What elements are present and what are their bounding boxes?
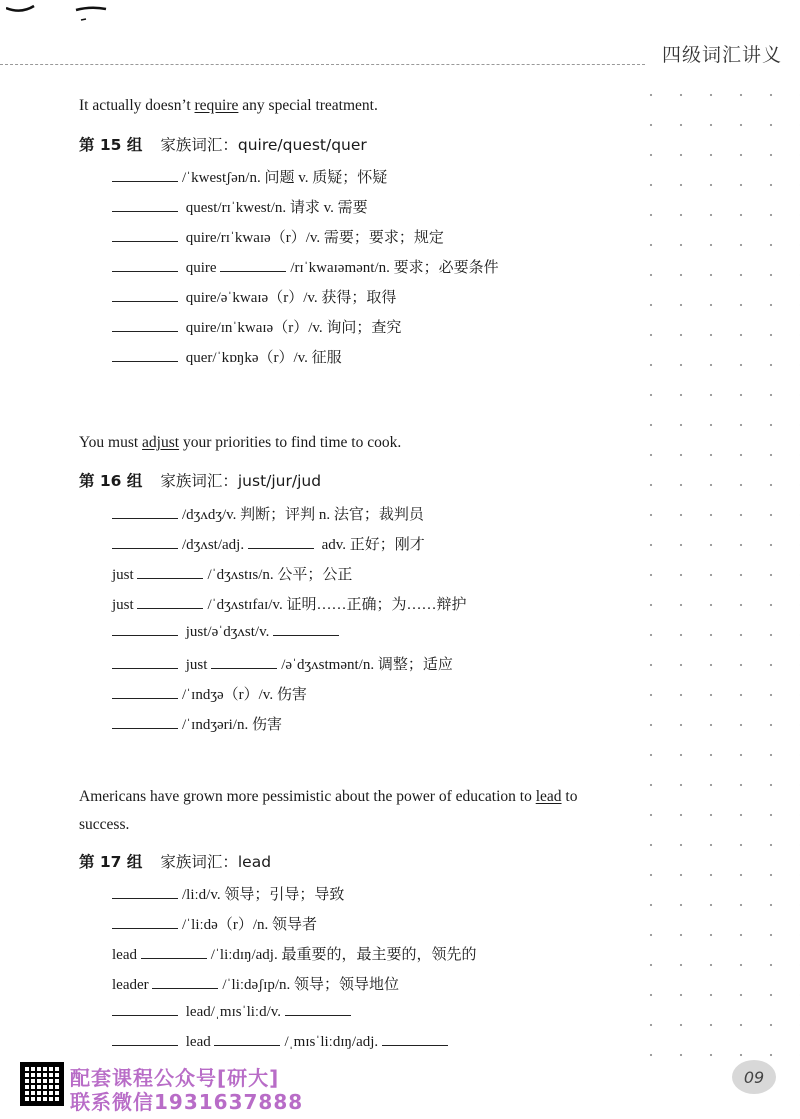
family-words: 家族词汇：quire/quest/quer	[160, 136, 367, 154]
vocab-entry: leader /ˈliːdəʃɪp/n. 领导；领导地位	[112, 977, 400, 993]
promo-watermark: 配套课程公众号[研大]	[70, 1066, 280, 1090]
key-word: lead	[535, 788, 562, 805]
answer-blank	[112, 506, 178, 519]
example-sentence: Americans have grown more pessimistic about the power of education to lead to success.	[79, 788, 578, 833]
answer-blank	[112, 716, 178, 729]
promo-watermark: 联系微信1931637888	[70, 1090, 304, 1114]
answer-blank	[112, 199, 178, 212]
answer-blank	[382, 1033, 448, 1046]
vocab-entry: /ˈliːdə（r）/n. 领导者	[112, 913, 317, 934]
answer-blank	[112, 1003, 178, 1016]
answer-blank	[137, 566, 203, 579]
group-label: 第 16 组	[79, 472, 143, 490]
answer-blank	[112, 623, 178, 636]
answer-blank	[112, 349, 178, 362]
answer-blank	[211, 656, 277, 669]
vocab-entry: just /ˈdʒʌstɪfaɪ/v. 证明……正确；为……辩护	[112, 597, 467, 613]
vocab-entry: /ˈɪndʒə（r）/v. 伤害	[112, 683, 307, 704]
example-sentence: It actually doesn’t require any special treatment.	[79, 97, 378, 114]
vocab-entry: /liːd/v. 领导；引导；导致	[112, 883, 344, 904]
vocab-entry: /ˈkwestʃən/n. 问题 v. 质疑；怀疑	[112, 166, 387, 187]
vocab-entry: quest/rɪˈkwest/n. 请求 v. 需要	[112, 196, 368, 217]
vocab-entry: lead /ˈliːdɪŋ/adj. 最重要的，最主要的，领先的	[112, 947, 477, 963]
page-number: 09	[732, 1060, 776, 1094]
group-label: 第 15 组	[79, 136, 143, 154]
vocab-entry: /ˈɪndʒəri/n. 伤害	[112, 713, 282, 734]
header-divider	[0, 64, 645, 65]
answer-blank	[112, 656, 178, 669]
family-words: 家族词汇：lead	[160, 853, 272, 871]
answer-blank	[152, 976, 218, 989]
answer-blank	[137, 596, 203, 609]
group-heading	[79, 469, 321, 491]
answer-blank	[112, 319, 178, 332]
group-heading	[79, 850, 271, 872]
vocab-entry: /dʒʌdʒ/v. 判断；评判 n. 法官；裁判员	[112, 503, 424, 524]
vocab-entry: quire/rɪˈkwaɪə（r）/v. 需要；要求；规定	[112, 226, 444, 247]
qr-code	[20, 1062, 64, 1106]
vocab-entry: quer/ˈkɒŋkə（r）/v. 征服	[112, 346, 342, 367]
vocab-entry: just/əˈdʒʌst/v.	[112, 623, 343, 641]
dot-grid-margin	[636, 80, 800, 1060]
vocab-entry: /dʒʌst/adj. adv. 正好；刚才	[112, 533, 425, 554]
answer-blank	[112, 886, 178, 899]
answer-blank	[248, 536, 314, 549]
answer-blank	[112, 229, 178, 242]
header-title: 四级词汇讲义	[662, 44, 783, 66]
pen-scribble-mark	[6, 0, 116, 30]
key-word: adjust	[142, 434, 180, 451]
vocab-entry: lead/ˌmɪsˈliːd/v.	[112, 1003, 355, 1021]
answer-blank	[220, 259, 286, 272]
group-heading	[79, 133, 367, 155]
answer-blank	[112, 916, 178, 929]
answer-blank	[112, 169, 178, 182]
vocab-entry: just /ˈdʒʌstɪs/n. 公平；公正	[112, 567, 353, 583]
key-word: require	[194, 97, 239, 114]
vocab-entry: quire/ɪnˈkwaɪə（r）/v. 询问；查究	[112, 316, 401, 337]
answer-blank	[112, 686, 178, 699]
answer-blank	[112, 536, 178, 549]
vocab-entry: quire /rɪˈkwaɪəmənt/n. 要求；必要条件	[112, 256, 499, 277]
answer-blank	[141, 946, 207, 959]
example-sentence: You must adjust your priorities to find time to cook.	[79, 434, 402, 451]
answer-blank	[112, 259, 178, 272]
answer-blank	[112, 1033, 178, 1046]
answer-blank	[285, 1003, 351, 1016]
answer-blank	[273, 623, 339, 636]
group-label: 第 17 组	[79, 853, 143, 871]
family-words: 家族词汇：just/jur/jud	[160, 472, 322, 490]
answer-blank	[112, 289, 178, 302]
answer-blank	[214, 1033, 280, 1046]
vocab-entry: just /əˈdʒʌstmənt/n. 调整；适应	[112, 653, 453, 674]
vocab-entry: lead /ˌmɪsˈliːdɪŋ/adj.	[112, 1033, 452, 1051]
vocab-entry: quire/əˈkwaɪə（r）/v. 获得；取得	[112, 286, 396, 307]
